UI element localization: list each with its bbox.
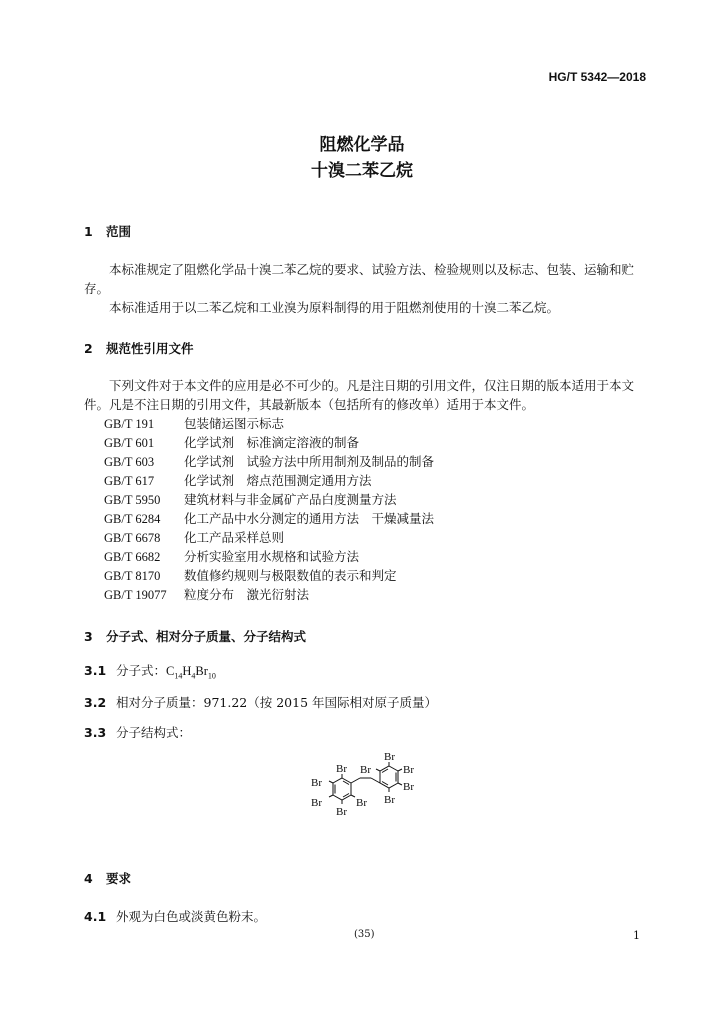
bromine-atom-label: Br bbox=[356, 797, 367, 809]
molecular-formula: $C_{14}H_4Br_{10}$ bbox=[166, 664, 216, 681]
reference-code: GB/T 6678 bbox=[104, 531, 161, 545]
reference-code: GB/T 617 bbox=[104, 474, 155, 488]
reference-code: GB/T 6284 bbox=[104, 512, 161, 526]
page-number-center: (35) bbox=[354, 929, 375, 940]
reference-item bbox=[104, 490, 397, 509]
reference-item bbox=[104, 528, 284, 547]
reference-code: GB/T 6682 bbox=[104, 550, 161, 564]
reference-title: 分析实验室用水规格和试验方法 bbox=[184, 549, 360, 564]
section-number: 3 bbox=[84, 629, 93, 644]
ethane-bridge bbox=[351, 778, 380, 783]
benzene-ring-right bbox=[380, 766, 398, 788]
reference-code: GB/T 5950 bbox=[104, 493, 161, 507]
reference-title: 包装储运图示标志 bbox=[184, 416, 285, 431]
section-2-heading bbox=[84, 339, 194, 357]
molecular-structure-diagram bbox=[290, 748, 440, 848]
reference-item bbox=[104, 414, 284, 433]
subsection-number: 4.1 bbox=[84, 909, 107, 924]
section-4-heading bbox=[84, 869, 131, 887]
reference-code: GB/T 191 bbox=[104, 417, 155, 431]
reference-item bbox=[104, 566, 397, 585]
subsection-3-3 bbox=[84, 723, 191, 741]
appearance-text: 外观为白色或淡黄色粉末。 bbox=[116, 909, 267, 924]
reference-item bbox=[104, 547, 359, 566]
section-title: 规范性引用文件 bbox=[106, 341, 194, 356]
reference-title: 粒度分布 激光衍射法 bbox=[184, 587, 310, 602]
section-1-heading bbox=[84, 222, 131, 240]
bromine-atom-label: Br bbox=[384, 751, 395, 763]
reference-title: 化工产品采样总则 bbox=[184, 530, 285, 545]
reference-title: 化学试剂 标准滴定溶液的制备 bbox=[184, 435, 360, 450]
molecular-mass-text: 相对分子质量：971.22（按 2015 年国际相对原子质量） bbox=[116, 695, 437, 710]
bromine-atom-label: Br bbox=[403, 781, 414, 793]
subsection-3-1 bbox=[84, 661, 216, 681]
section-number: 2 bbox=[84, 341, 93, 356]
reference-item bbox=[104, 509, 434, 528]
subsection-3-2 bbox=[84, 693, 437, 711]
subsection-number: 3.2 bbox=[84, 695, 107, 710]
benzene-ring-left bbox=[333, 778, 351, 800]
doc-title-line2: 十溴二苯乙烷 bbox=[311, 161, 413, 181]
reference-title: 建筑材料与非金属矿产品白度测量方法 bbox=[184, 492, 397, 507]
section-number: 4 bbox=[84, 871, 93, 886]
reference-code: GB/T 8170 bbox=[104, 569, 161, 583]
section-title: 分子式、相对分子质量、分子结构式 bbox=[106, 629, 307, 644]
reference-code: GB/T 603 bbox=[104, 455, 155, 469]
reference-item bbox=[104, 433, 359, 452]
structure-label: 分子结构式： bbox=[116, 725, 192, 740]
bromine-atom-label: Br bbox=[336, 763, 347, 775]
reference-title: 化学试剂 熔点范围测定通用方法 bbox=[184, 473, 372, 488]
reference-title: 化学试剂 试验方法中所用制剂及制品的制备 bbox=[184, 454, 435, 469]
standard-number: HG/T 5342—2018 bbox=[548, 70, 646, 84]
reference-title: 化工产品中水分测定的通用方法 干燥减量法 bbox=[184, 511, 435, 526]
bromine-atom-label: Br bbox=[360, 764, 371, 776]
doc-title-line1: 阻燃化学品 bbox=[319, 135, 405, 155]
reference-item bbox=[104, 452, 434, 471]
page-number-right: 1 bbox=[633, 929, 640, 942]
bromine-atom-label: Br bbox=[311, 777, 322, 789]
section-1-paragraph-1: 本标准规定了阻燃化学品十溴二苯乙烷的要求、试验方法、检验规则以及标志、包装、运输和贮存。 bbox=[84, 262, 635, 296]
bromine-atom-label: Br bbox=[403, 764, 414, 776]
bromine-atom-label: Br bbox=[311, 797, 322, 809]
section-1-paragraph-2: 本标准适用于以二苯乙烷和工业溴为原料制得的用于阻燃剂使用的十溴二苯乙烷。 bbox=[109, 300, 560, 315]
section-number: 1 bbox=[84, 224, 93, 239]
reference-item bbox=[104, 471, 372, 490]
section-title: 范围 bbox=[106, 224, 132, 239]
reference-item bbox=[104, 585, 309, 604]
subsection-number: 3.1 bbox=[84, 663, 107, 678]
section-title: 要求 bbox=[106, 871, 132, 886]
section-3-heading bbox=[84, 627, 306, 645]
subsection-4-1 bbox=[84, 907, 266, 925]
formula-label: 分子式： bbox=[116, 663, 167, 678]
reference-title: 数值修约规则与极限数值的表示和判定 bbox=[184, 568, 397, 583]
reference-code: GB/T 601 bbox=[104, 436, 155, 450]
subsection-number: 3.3 bbox=[84, 725, 107, 740]
section-2-intro: 下列文件对于本文件的应用是必不可少的。凡是注日期的引用文件，仅注日期的版本适用于本文件。凡是不注日期的引用文件，其最新版本（包括所有的修改单）适用于本文件。 bbox=[84, 378, 635, 412]
reference-code: GB/T 19077 bbox=[104, 588, 167, 602]
bromine-atom-label: Br bbox=[336, 806, 347, 818]
bromine-atom-label: Br bbox=[384, 794, 395, 806]
